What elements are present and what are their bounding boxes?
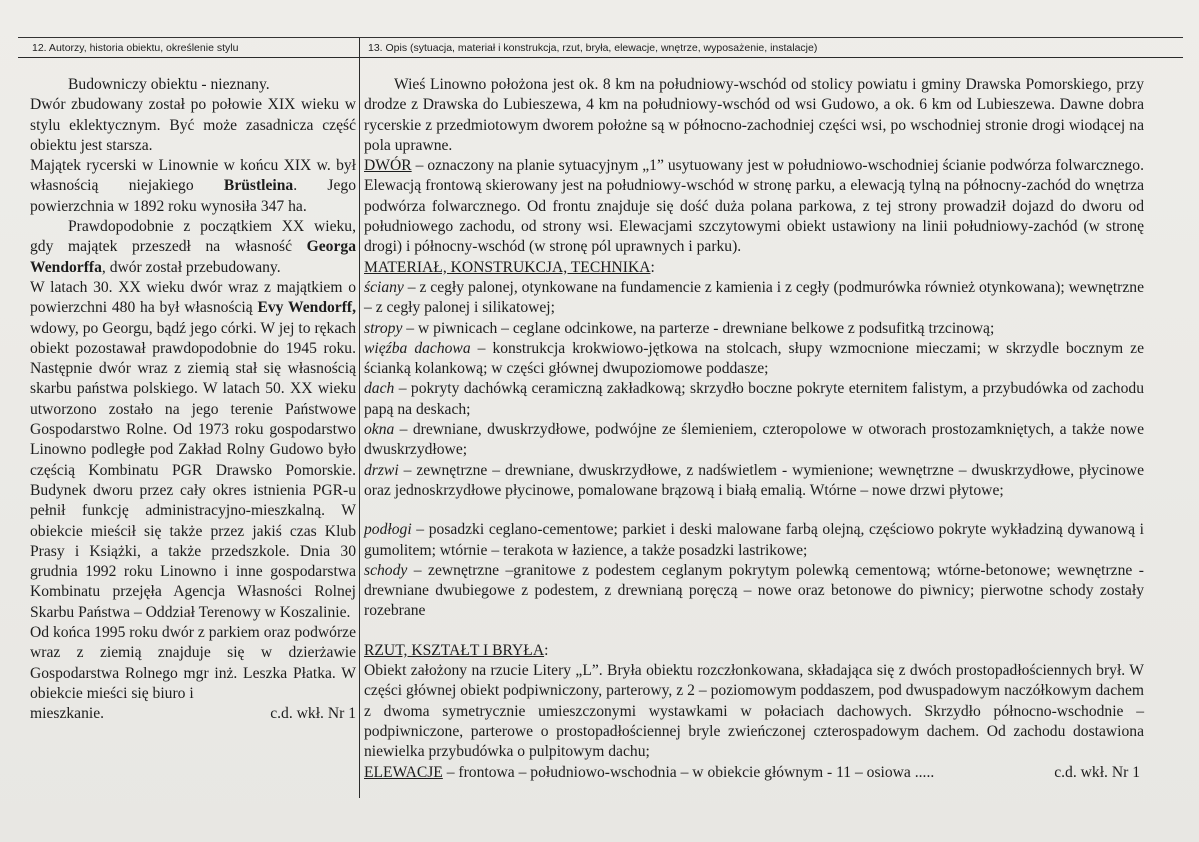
spacer xyxy=(364,501,1144,520)
elevations-entry xyxy=(364,763,934,783)
header-rule xyxy=(18,57,1183,58)
windows-label: okna xyxy=(364,421,395,439)
section-12-header: 12. Autorzy, historia obiektu, określenie stylu xyxy=(32,42,239,54)
continuation-note-left: c.d. wkł. Nr 1 xyxy=(270,705,356,723)
plan-heading-colon: : xyxy=(544,641,549,659)
spacer xyxy=(364,622,1144,641)
roof-truss-label: więźba dachowa xyxy=(364,339,471,357)
material-heading-colon: : xyxy=(650,258,655,276)
doors-label: drzwi xyxy=(364,461,399,479)
rebuild-paragraph xyxy=(30,217,356,278)
estate-paragraph xyxy=(30,156,356,217)
elevations-line xyxy=(364,763,1144,783)
column-divider xyxy=(359,38,360,798)
ownership-text-c: wdowy, po Georgu, bądź jego córki. W jej to rękach obiekt pozostawał prawdopodobnie do 1945 roku. Następnie dwór wraz z ziemią stał się własnością skarbu państwa polskiego. W latach 50. XX wieku utworzono zostało na jego terenie Państwowe Gospodarstwo Rolne. Od 1973 roku gospodarstwo Linowno podległe pod Zakład Rolny Gudowo było częścią Kombinatu PGR Drawsko Pomorskie. Budynek dworu przez cały okres istnienia PGR-u pełnił funkcję administracyjno-mieszkalną. W obiekcie mieścił się także przez jakiś czas Klub Prasy i Książki, a także przedszkole. Dnia 30 grudnia 1992 roku Linowno i inne gospodarstwa Kombinatu przejęła Agencja Własności Rolnej Skarbu Państwa – Oddział Terenowy w Koszalinie. xyxy=(30,319,356,621)
roof-truss-item xyxy=(364,339,1144,380)
ceilings-text: – w piwnicach – ceglane odcinkowe, na parterze - drewniane belkowe z podsufitką trzcinową; xyxy=(402,319,995,337)
roof-item xyxy=(364,379,1144,420)
doors-item xyxy=(364,461,1144,502)
roof-truss-text: – konstrukcja krokwiowo-jętkowa na stolcach, słupy wzmocnione mieczami; w skrzydle bocznym ze ścianką kolankową; w części głównej dwupoziomowe poddasze; xyxy=(364,339,1145,378)
lease-last-word: mieszkanie. xyxy=(30,705,105,723)
elevations-text: – frontowa – południowo-wschodnia – w obiekcie głównym - 11 – osiowa ..... xyxy=(442,763,935,781)
roof-text: – pokryty dachówką ceramiczną zakładkową; skrzydło boczne pokryte eternitem falistym, a przybudówka od zachodu papą na deskach; xyxy=(364,380,1144,418)
manor-text: – oznaczony na planie sytuacyjnym „1” usytuowany jest w południowo-wschodniej ścianie podwórza folwarcznego. Elewacją frontową skierowany jest na południowy-wschód w stronę parku, a elewacją tylną na północny-zachód do wnętrza podwórza folwarcznego. Od frontu znajduje się dość duża polana parkowa, z tej strony prowadził dojazd do dworu od południowego zachodu, od strony wsi. Elewacjami szczytowymi obiekt ustawiony na linii południowy-zachód (w stronę drogi) i północny-wschód (w stronę pól uprawnych i parku). xyxy=(364,157,1144,256)
section-13-header: 13. Opis (sytuacja, materiał i konstrukcja, rzut, bryła, elewacje, wnętrze, wyposażenie, instalacje) xyxy=(368,42,818,54)
history-column xyxy=(30,75,356,725)
ceilings-item xyxy=(364,319,1144,339)
stairs-item xyxy=(364,561,1144,622)
material-heading xyxy=(364,258,1144,278)
ceilings-label: stropy xyxy=(364,319,403,337)
ownership-paragraph xyxy=(30,278,356,623)
rebuild-text-c: , dwór został przebudowany. xyxy=(101,258,281,276)
doors-text: – zewnętrzne – drewniane, dwuskrzydłowe, z nadświetlem - wymienione; wewnętrzne – dwuskrzydłowe, płycinowe oraz jednoskrzydłowe płycinowe, pomalowane brązową i białą emalią. Wtórne – nowe drzwi płytowe; xyxy=(364,461,1144,499)
walls-text: – z cegły palonej, otynkowane na fundamencie z kamienia i z cegły (podmurówka również otynkowana); wewnętrzne – z cegły palonej i silikatowej; xyxy=(364,278,1144,317)
rebuild-text-a: Prawdopodobnie z początkiem XX wieku, gdy majątek przeszedł na własność xyxy=(30,218,356,256)
plan-paragraph: Obiekt założony na rzucie Litery „L”. Bryła obiektu rozczłonkowana, składająca się z dwóch prostopadłościennych brył. W części głównej obiekt podpiwniczony, parterowy, z 2 – poziomowym poddaszem, pod dwuspadowym naczółkowym dachem z dwoma symetrycznie umieszczonymi wystawkami w połaciach dachowych. Skrzydło północno-wschodnie – podpiwniczone, parterowe o prostopadłościennej bryle zwieńczonej czterospadowym dachem. Od zachodu dostawiona niewielka przybudówka o pulpitowym dachu; xyxy=(364,662,1144,761)
estate-text-c: . Jego powierzchnia w 1892 roku wynosiła 347 ha. xyxy=(30,177,356,215)
manor-label: DWÓR xyxy=(364,157,412,175)
location-paragraph: Wieś Linowno położona jest ok. 8 km na południowy-wschód od stolicy powiatu i gminy Drawska Pomorskiego, przy drodze z Drawska do Lubieszewa, 4 km na południowy-wschód od wsi Gudowo, a ok. 6 km od Lubieszewa. Dawne dobra rycerskie z przedmiotowym dworem położne są w północno-zachodniej części wsi, po wschodniej stronie drogi wiodącej na pola uprawne. xyxy=(364,76,1144,154)
construction-paragraph: Dwór zbudowany został po połowie XIX wieku w stylu eklektycznym. Być może zasadnicza część obiektu jest starsza. xyxy=(30,96,356,154)
lease-paragraph: Od końca 1995 roku dwór z parkiem oraz podwórze wraz z ziemią znajduje się w dzierżawie Gospodarstwa Rolnego mgr inż. Leszka Płatka. W obiekcie mieści się biuro i xyxy=(30,624,356,702)
description-column xyxy=(364,75,1144,783)
plan-heading-text: RZUT, KSZTAŁT I BRYŁA xyxy=(364,641,545,659)
stairs-label: schody xyxy=(364,561,408,579)
walls-item xyxy=(364,278,1144,319)
material-heading-text: MATERIAŁ, KONSTRUKCJA, TECHNIKA xyxy=(364,258,651,276)
manor-paragraph xyxy=(364,156,1144,257)
elevations-label: ELEWACJE xyxy=(364,763,443,781)
walls-label: ściany xyxy=(364,278,404,296)
windows-item xyxy=(364,420,1144,461)
continuation-note-right: c.d. wkł. Nr 1 xyxy=(1054,763,1140,781)
estate-text-a: Majątek rycerski w Linownie w końcu XIX w. był własnością niejakiego xyxy=(30,157,356,195)
windows-text: – drewniane, dwuskrzydłowe, podwójne ze ślemieniem, czteropolowe w otworach prostozamkniętych, a także nowe dwuskrzydłowe; xyxy=(364,421,1144,459)
roof-label: dach xyxy=(364,380,395,398)
stairs-text: – zewnętrzne –granitowe z podestem ceglanym pokrytym polewką cementową; wtórne-betonowe; wewnętrzne - drewniane dwubiegowe z podestem, z drewnianą poręczą – nowe oraz betonowe do piwnicy; pierwotne schody zostały rozebrane xyxy=(364,561,1144,620)
ownership-text-a: W latach 30. XX wieku dwór wraz z majątkiem o powierzchni 480 ha był własnością xyxy=(30,278,356,317)
plan-heading xyxy=(364,641,1144,661)
owner-name-eva: Evy Wendorff, xyxy=(257,299,356,317)
builder-paragraph: Budowniczy obiektu - nieznany. xyxy=(68,76,270,93)
floors-item xyxy=(364,520,1144,561)
floors-text: – posadzki ceglano-cementowe; parkiet i deski malowane farbą olejną, częściowo pokryte wykładziną dywanową i gumolitem; wtórnie – terakota w łazience, a także posadzki lastrikowe; xyxy=(364,521,1144,559)
floors-label: podłogi xyxy=(364,521,412,539)
owner-name-wendorff: Georga Wendorffa xyxy=(30,238,356,276)
lease-last-line xyxy=(30,704,356,724)
top-rule xyxy=(18,37,1183,38)
owner-name-brustlein: Brüstleina xyxy=(223,177,294,195)
